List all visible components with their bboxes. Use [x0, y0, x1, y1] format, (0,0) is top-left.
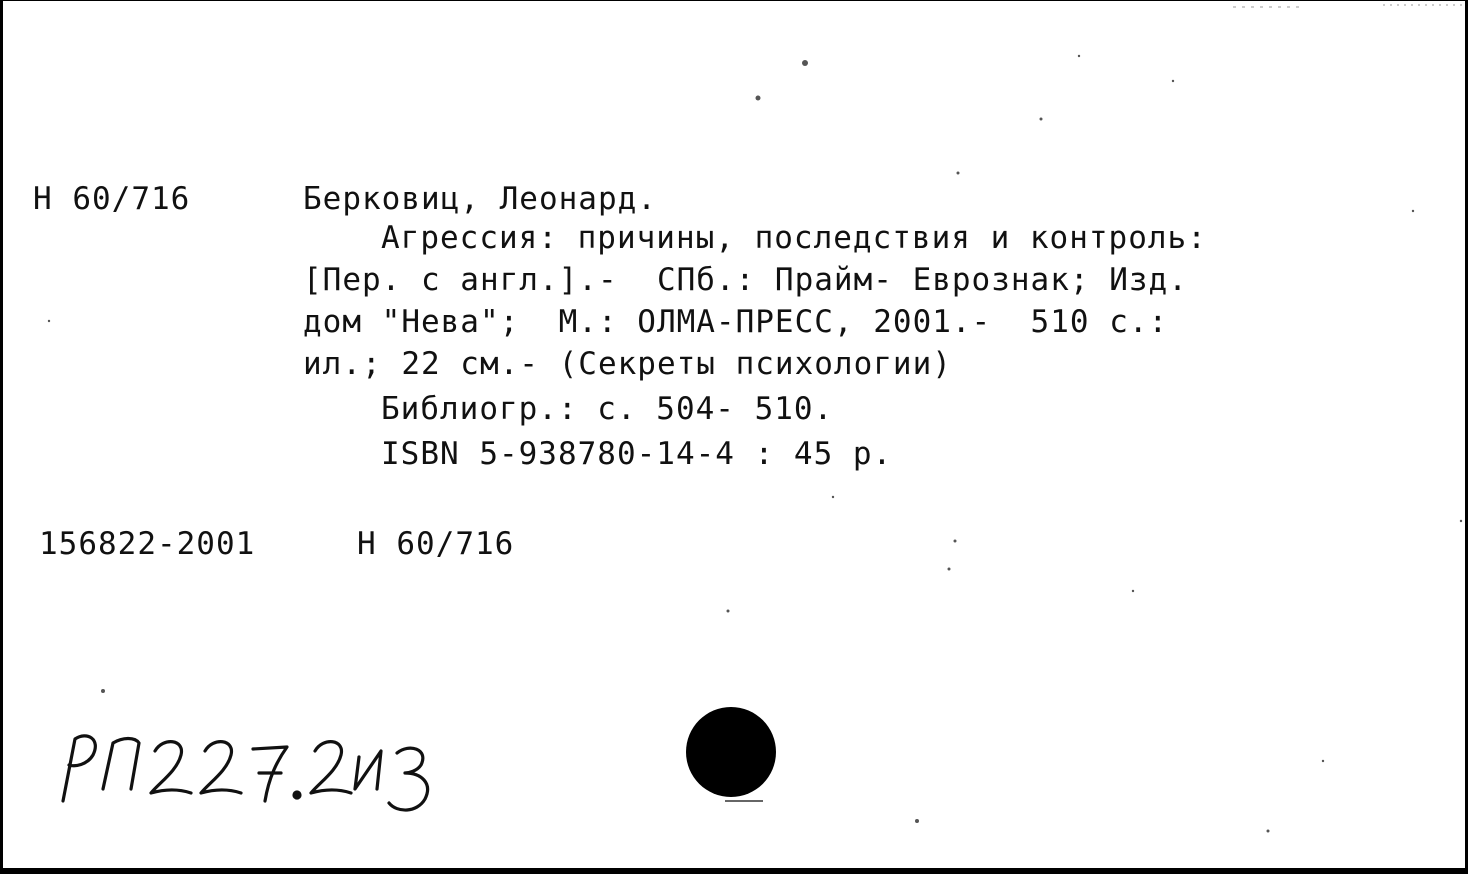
series-line: ил.; 22 см.- (Секреты психологии) [303, 346, 952, 382]
author-heading: Берковиц, Леонард. [303, 181, 657, 217]
imprint-line: дом "Нева"; М.: ОЛМА-ПРЕСС, 2001.- 510 с.: [303, 304, 1169, 340]
inventory-shelfmark: Н 60/716 [357, 526, 515, 562]
bibliography-note: Библиогр.: с. 504- 510. [381, 391, 834, 427]
punch-hole [686, 707, 776, 797]
inventory-number: 156822-2001 [39, 526, 256, 562]
isbn-line: ISBN 5-938780-14-4 : 45 р. [381, 436, 893, 472]
imprint-line: [Пер. с англ.].- СПб.: Прайм- Еврознак; Изд. [303, 262, 1188, 298]
handwritten-note [41, 721, 481, 831]
title-line: Агрессия: причины, последствия и контроль: [381, 220, 1207, 256]
shelfmark: Н 60/716 [33, 181, 191, 217]
